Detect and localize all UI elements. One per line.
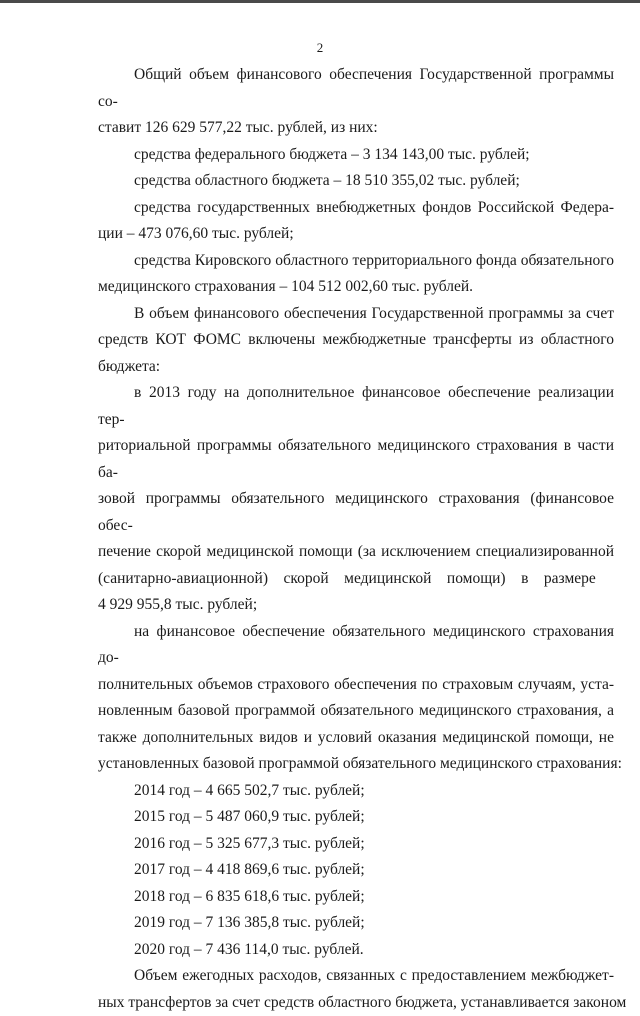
federal-budget-item: средства федерального бюджета – 3 134 143,00 тыс. рублей;	[134, 145, 530, 163]
list-item: 2018 год – 6 835 618,6 тыс. рублей;	[134, 887, 365, 905]
page-number: 2	[316, 40, 324, 55]
document-body	[98, 62, 627, 1016]
additional-volumes-paragraph: на финансовое обеспечение обязательного медицинского страхования до- полнительных объемов страхового обеспечения по страховым случаям, уста- новленным базовой программой обязательного медицинского страхования, а также дополнительных видов и условий оказания медицинской помощи, не установленных базовой программой обязательного медицинского страхования:	[98, 622, 622, 772]
year-2013-paragraph: в 2013 году на дополнительное финансовое обеспечение реализации тер- риториальной программы обязательного медицинского страхования в части ба- зовой программы обязательного медицинского страхования (финансовое обес- печение скорой медицинской помощи (за исключением специализированной (санитарно-авиационной) скорой медицинской помощи) в размере 4 929 955,8 тыс. рублей;	[98, 384, 614, 613]
paragraph-line: Общий объем финансового обеспечения Государственной программы со-	[98, 66, 614, 110]
list-item: 2016 год – 5 325 677,3 тыс. рублей;	[134, 834, 365, 852]
list-item: 2020 год – 7 436 114,0 тыс. рублей.	[134, 940, 364, 958]
offbudget-funds-item: средства государственных внебюджетных фондов Российской Федера- ции – 473 076,60 тыс. рублей;	[98, 198, 614, 242]
regional-budget-item: средства областного бюджета – 18 510 355,02 тыс. рублей;	[134, 172, 520, 189]
kot-foms-item: средства Кировского областного территориального фонда обязательного медицинского страхования – 104 512 002,60 тыс. рублей.	[98, 251, 614, 295]
annual-expenses-paragraph: Объем ежегодных расходов, связанных с предоставлением межбюджет- ных трансфертов за счет средств областного бюджета, устанавливается законом	[98, 967, 627, 1011]
list-item: 2014 год – 4 665 502,7 тыс. рублей;	[134, 781, 365, 799]
list-item: 2017 год – 4 418 869,6 тыс. рублей;	[134, 861, 365, 878]
transfers-intro-paragraph: В объем финансового обеспечения Государственной программы за счет средств КОТ ФОМС включены межбюджетные трансферты из областного бюджета:	[98, 304, 614, 375]
list-item: 2019 год – 7 136 385,8 тыс. рублей;	[134, 914, 365, 931]
yearly-amounts-list	[98, 778, 614, 964]
top-border-line	[0, 0, 640, 3]
list-item: 2015 год – 5 487 060,9 тыс. рублей;	[134, 808, 365, 825]
paragraph-line: ставит 126 629 577,22 тыс. рублей, из них:	[98, 119, 378, 136]
total-funding-paragraph	[98, 62, 614, 142]
